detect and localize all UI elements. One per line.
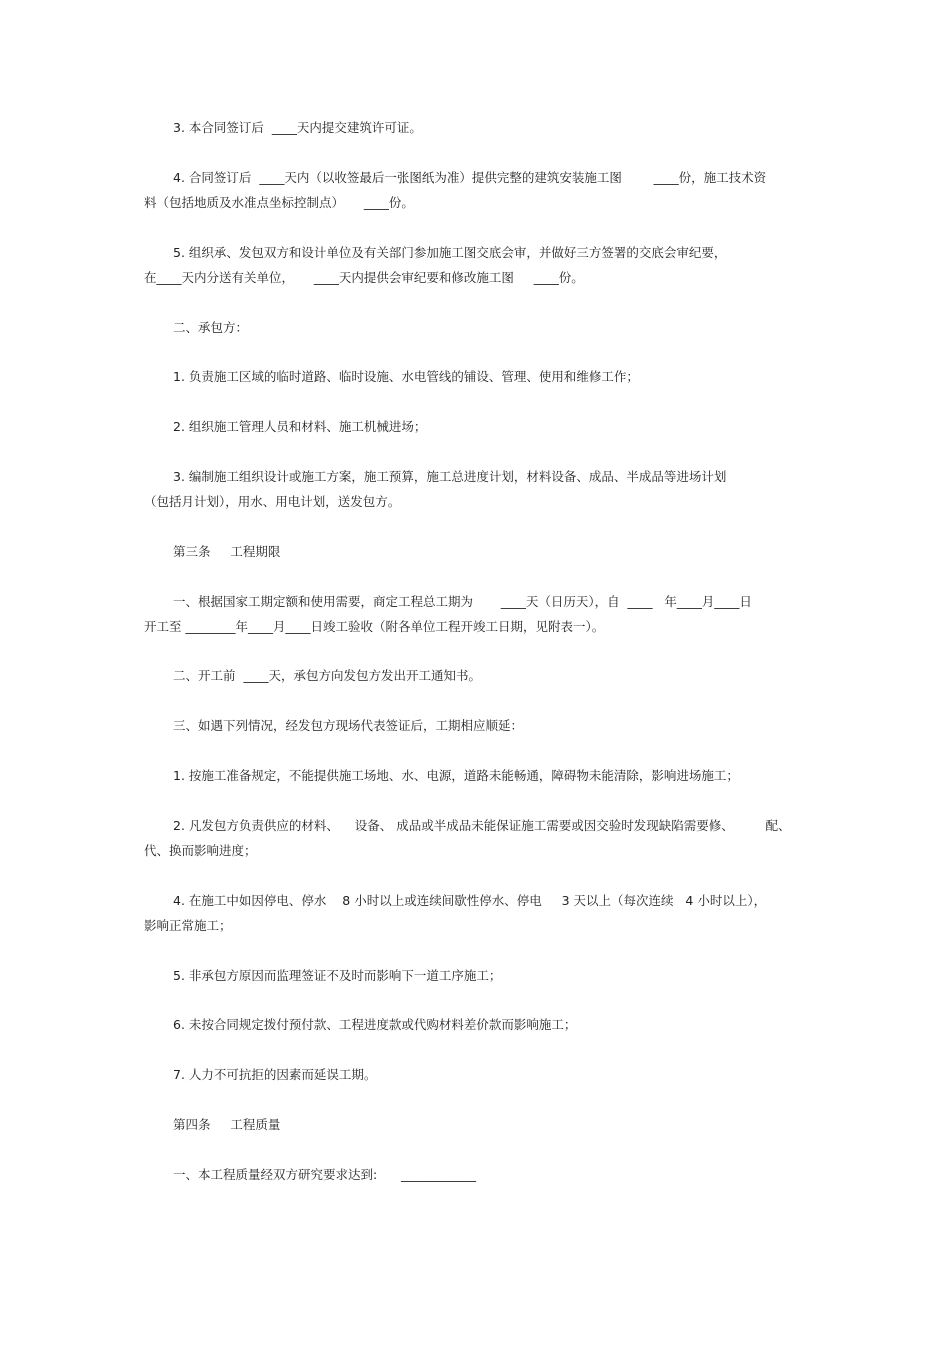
contractor-item-3-cont: （包括月计划），用水、用电计划，送发包方。 bbox=[144, 494, 401, 509]
article-3-heading: 第三条 工程期限 bbox=[173, 544, 281, 559]
delay-item-2-cont: 代、换而影响进度； bbox=[144, 843, 257, 858]
contractor-item-2: 2. 组织施工管理人员和材料、施工机械进场； bbox=[173, 419, 427, 434]
schedule-item-2: 二、开工前 ____天，承包方向发包方发出开工通知书。 bbox=[173, 668, 481, 683]
delay-item-4-cont: 影响正常施工； bbox=[144, 918, 232, 933]
article-4-heading: 第四条 工程质量 bbox=[173, 1117, 281, 1132]
clause-3-permit: 3. 本合同签订后 ____天内提交建筑许可证。 bbox=[173, 120, 422, 135]
delay-item-4: 4. 在施工中如因停电、停水 8 小时以上或连续间歇性停水、停电 3 天以上（每次连续 4 小时以上）， bbox=[173, 893, 767, 908]
section-contractor-heading: 二、承包方： bbox=[173, 320, 249, 335]
delay-item-7: 7. 人力不可抗拒的因素而延误工期。 bbox=[173, 1067, 377, 1082]
schedule-item-3: 三、如遇下列情况，经发包方现场代表签证后，工期相应顺延： bbox=[173, 718, 524, 733]
clause-5-review: 5. 组织承、发包双方和设计单位及有关部门参加施工图交底会审，并做好三方签署的交底会审纪要， bbox=[173, 245, 727, 260]
clause-5-review-cont: 在____天内分送有关单位， ____天内提供会审纪要和修改施工图 ____份。 bbox=[144, 270, 584, 285]
clause-4-drawings-cont: 料（包括地质及水准点坐标控制点） ____份。 bbox=[144, 195, 414, 210]
schedule-item-1-cont: 开工至 ________年____月____日竣工验收（附各单位工程开竣工日期，见附表一）。 bbox=[144, 619, 605, 634]
schedule-item-1: 一、根据国家工期定额和使用需要，商定工程总工期为 ____天（日历天），自 ____ 年____月____日 bbox=[173, 594, 752, 609]
clause-4-drawings: 4. 合同签订后 ____天内（以收签最后一张图纸为准）提供完整的建筑安装施工图 ____份，施工技术资 bbox=[173, 170, 767, 185]
contractor-item-1: 1. 负责施工区域的临时道路、临时设施、水电管线的铺设、管理、使用和维修工作； bbox=[173, 369, 639, 384]
contractor-item-3: 3. 编制施工组织设计或施工方案，施工预算，施工总进度计划，材料设备、成品、半成品等进场计划 bbox=[173, 469, 727, 484]
quality-item-1: 一、本工程质量经双方研究要求达到: ____________ bbox=[173, 1167, 477, 1182]
delay-item-6: 6. 未按合同规定拨付预付款、工程进度款或代购材料差价款而影响施工； bbox=[173, 1017, 577, 1032]
delay-item-2: 2. 凡发包方负责供应的材料、 设备、 成品或半成品未能保证施工需要或因交验时发现缺陷需要修、 配、 bbox=[173, 818, 791, 833]
delay-item-1: 1. 按施工准备规定，不能提供施工场地、水、电源，道路未能畅通，障碍物未能清除，影响进场施工； bbox=[173, 768, 739, 783]
delay-item-5: 5. 非承包方原因而监理签证不及时而影响下一道工序施工； bbox=[173, 968, 502, 983]
